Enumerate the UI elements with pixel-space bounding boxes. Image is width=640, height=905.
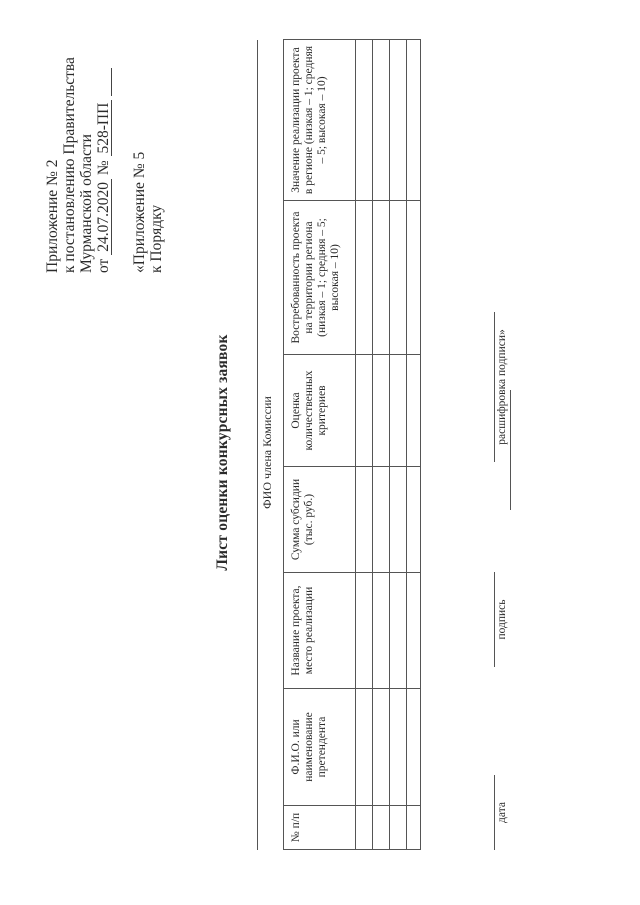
column-header: Ф.И.О. или наименование претендента <box>284 689 356 806</box>
table-cell <box>373 355 390 467</box>
table-cell <box>390 467 407 573</box>
number-underline-tail <box>97 68 112 96</box>
column-header: № п/п <box>284 806 356 850</box>
table-cell <box>407 467 421 573</box>
table-cell <box>390 40 407 201</box>
resolution-number: 528-ПП <box>97 100 112 157</box>
table-row <box>407 40 421 850</box>
order-reference: к Порядку <box>148 204 165 273</box>
column-header: Оценка количественных критериев <box>284 355 356 467</box>
resolution-date-line <box>95 3 112 273</box>
table-header-row <box>284 40 356 850</box>
table-cell <box>373 689 390 806</box>
table-cell <box>356 573 373 689</box>
table-cell <box>407 689 421 806</box>
decoding-line-upper <box>510 390 511 510</box>
table-cell <box>390 355 407 467</box>
table-cell <box>356 355 373 467</box>
decoding-caption: расшифровка подписи» <box>496 329 508 445</box>
table-cell <box>373 806 390 850</box>
table-cell <box>373 467 390 573</box>
table-cell <box>390 201 407 355</box>
from-label: от <box>95 258 112 273</box>
table-cell <box>407 573 421 689</box>
resolution-date: 24.07.2020 <box>97 179 112 255</box>
date-line <box>494 775 495 850</box>
table-cell <box>356 806 373 850</box>
table-cell <box>407 355 421 467</box>
table-cell <box>373 201 390 355</box>
table-cell <box>390 573 407 689</box>
table-cell <box>407 40 421 201</box>
signature-line <box>494 572 495 667</box>
evaluation-table <box>283 39 421 850</box>
table-cell <box>373 40 390 201</box>
table-cell <box>390 689 407 806</box>
date-caption: дата <box>496 802 508 823</box>
table-cell <box>356 40 373 201</box>
table-row <box>390 40 407 850</box>
resolution-reference: к постановлению Правительства <box>61 57 78 273</box>
column-header: Название проекта, место реализации <box>284 573 356 689</box>
table-cell <box>407 201 421 355</box>
table-cell <box>356 467 373 573</box>
table-cell <box>373 573 390 689</box>
member-name-caption: ФИО члена Комиссии <box>260 396 274 509</box>
member-name-line <box>257 40 258 850</box>
column-header: Значение реализации проекта в регионе (низкая – 1; средняя – 5; высокая – 10) <box>284 40 356 201</box>
table-cell <box>356 689 373 806</box>
region-name: Мурманской области <box>78 134 95 273</box>
table-cell <box>390 806 407 850</box>
number-label: № <box>95 160 112 176</box>
table-row <box>373 40 390 850</box>
table-row <box>356 40 373 850</box>
document-title: Лист оценки конкурсных заявок <box>214 334 231 571</box>
sub-appendix-number: «Приложение № 5 <box>131 151 148 273</box>
column-header: Востребованность проекта на территории региона (низкая – 1; средняя – 5; высокая – 10) <box>284 201 356 355</box>
appendix-number: Приложение № 2 <box>44 159 61 273</box>
table-cell <box>407 806 421 850</box>
signature-caption: подпись <box>496 599 508 640</box>
table-cell <box>356 201 373 355</box>
appendix-header <box>44 3 165 273</box>
decoding-line <box>494 312 495 462</box>
column-header: Сумма субсидии (тыс. руб.) <box>284 467 356 573</box>
table-body <box>356 40 421 850</box>
